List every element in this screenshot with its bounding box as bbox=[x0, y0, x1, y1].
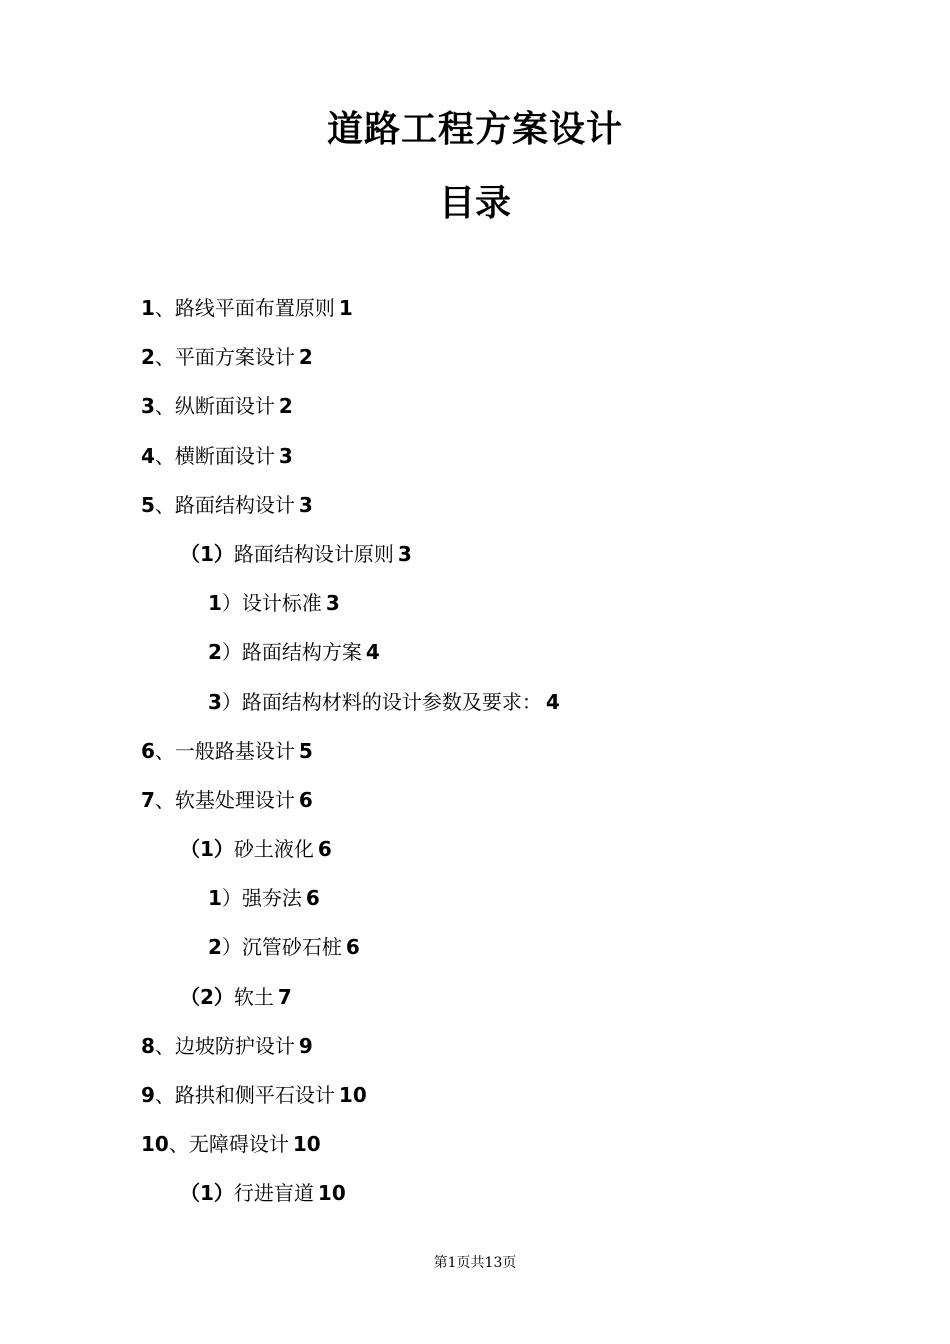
toc-entry-title: 路面结构设计 bbox=[174, 492, 295, 517]
toc-entry[interactable] bbox=[0, 487, 950, 536]
toc-entry-title: 路面结构方案 bbox=[241, 640, 362, 665]
toc-entry-page-number: 4 bbox=[365, 640, 380, 665]
toc-entry-title: 行进盲道 bbox=[233, 1181, 314, 1206]
toc-entry-number: （2） bbox=[180, 984, 234, 1009]
toc-entry-number: 4 bbox=[141, 443, 155, 468]
toc-entry-page-number: 10 bbox=[338, 1083, 367, 1107]
toc-entry[interactable] bbox=[0, 1077, 950, 1126]
toc-list bbox=[0, 290, 950, 1225]
toc-entry-page-number: 9 bbox=[298, 1033, 313, 1058]
toc-entry-title: 一般路基设计 bbox=[174, 738, 295, 763]
toc-entry-number: 2 bbox=[208, 640, 222, 665]
toc-entry-number: 2 bbox=[141, 345, 155, 370]
toc-entry-title: 设计标准 bbox=[241, 591, 322, 616]
toc-entry[interactable] bbox=[0, 684, 950, 733]
toc-entry-page-number: 1 bbox=[338, 296, 353, 320]
toc-entry-page-number: 10 bbox=[317, 1181, 346, 1206]
toc-entry-page-number: 2 bbox=[298, 345, 313, 370]
toc-entry[interactable] bbox=[0, 880, 950, 929]
toc-entry-number: 3 bbox=[208, 689, 222, 714]
toc-entry-separator: 、 bbox=[154, 1083, 175, 1107]
toc-entry[interactable] bbox=[0, 438, 950, 487]
toc-entry[interactable] bbox=[0, 339, 950, 388]
toc-entry-title: 路拱和侧平石设计 bbox=[174, 1083, 335, 1107]
toc-entry-number: 2 bbox=[208, 935, 222, 960]
toc-entry-number: 3 bbox=[141, 394, 155, 419]
toc-entry-number: 6 bbox=[141, 738, 155, 763]
toc-entry-page-number: 3 bbox=[298, 492, 313, 517]
toc-entry-separator: 、 bbox=[154, 492, 175, 517]
toc-entry-page-number: 6 bbox=[305, 886, 320, 911]
toc-entry-title: 平面方案设计 bbox=[174, 345, 295, 370]
toc-entry-page-number: 4 bbox=[545, 689, 560, 714]
toc-entry[interactable] bbox=[0, 929, 950, 978]
toc-entry-title: 沉管砂石桩 bbox=[241, 935, 342, 960]
toc-entry-number: 1 bbox=[208, 886, 222, 911]
toc-entry-number: 10 bbox=[141, 1132, 169, 1157]
toc-entry-page-number: 7 bbox=[277, 984, 292, 1009]
toc-entry-page-number: 3 bbox=[325, 591, 340, 616]
toc-entry[interactable] bbox=[0, 1175, 950, 1224]
toc-entry[interactable] bbox=[0, 388, 950, 437]
toc-entry-number: （1） bbox=[180, 1181, 234, 1206]
toc-entry[interactable] bbox=[0, 1126, 950, 1175]
toc-entry-separator: 、 bbox=[154, 787, 175, 812]
toc-entry-title: 强夯法 bbox=[241, 886, 302, 911]
toc-entry-separator: ） bbox=[221, 886, 242, 911]
toc-entry-title: 路面结构材料的设计参数及要求： bbox=[241, 689, 542, 714]
toc-entry[interactable] bbox=[0, 782, 950, 831]
toc-heading: 目录 bbox=[438, 183, 511, 224]
toc-entry-separator: 、 bbox=[168, 1132, 189, 1157]
toc-entry-title: 边坡防护设计 bbox=[174, 1033, 295, 1058]
toc-entry[interactable] bbox=[0, 831, 950, 880]
toc-entry-page-number: 6 bbox=[298, 787, 313, 812]
toc-entry-page-number: 6 bbox=[317, 837, 332, 862]
toc-entry-separator: ） bbox=[221, 689, 242, 714]
toc-entry[interactable] bbox=[0, 979, 950, 1028]
toc-entry-separator: 、 bbox=[154, 296, 175, 320]
toc-entry[interactable] bbox=[0, 733, 950, 782]
toc-entry-number: 7 bbox=[141, 787, 155, 812]
toc-entry[interactable] bbox=[0, 585, 950, 634]
toc-entry-number: 1 bbox=[208, 591, 222, 616]
toc-entry-number: 1 bbox=[141, 296, 155, 320]
toc-entry-number: 5 bbox=[141, 492, 155, 517]
toc-entry[interactable] bbox=[0, 536, 950, 585]
toc-entry-number: 9 bbox=[141, 1083, 155, 1107]
toc-entry[interactable] bbox=[0, 290, 950, 339]
toc-entry-number: （1） bbox=[180, 541, 234, 566]
document-title: 道路工程方案设计 bbox=[326, 109, 623, 150]
toc-entry-page-number: 10 bbox=[292, 1132, 321, 1157]
toc-entry-page-number: 2 bbox=[278, 394, 293, 419]
toc-entry-title: 无障碍设计 bbox=[188, 1132, 289, 1157]
toc-entry[interactable] bbox=[0, 1028, 950, 1077]
toc-entry-page-number: 6 bbox=[345, 935, 360, 960]
toc-entry-number: （1） bbox=[180, 837, 234, 862]
toc-entry[interactable] bbox=[0, 634, 950, 683]
toc-entry-separator: 、 bbox=[154, 443, 175, 468]
page-footer: 第1页共13页 bbox=[433, 1255, 517, 1271]
toc-entry-title: 路线平面布置原则 bbox=[174, 296, 335, 320]
toc-entry-separator: 、 bbox=[154, 394, 175, 419]
toc-entry-separator: 、 bbox=[154, 1033, 175, 1058]
toc-entry-title: 砂土液化 bbox=[233, 837, 314, 862]
toc-entry-separator: ） bbox=[221, 591, 242, 616]
toc-entry-title: 软土 bbox=[233, 984, 274, 1009]
toc-entry-title: 横断面设计 bbox=[174, 443, 275, 468]
toc-entry-separator: 、 bbox=[154, 738, 175, 763]
toc-entry-page-number: 3 bbox=[397, 541, 412, 566]
toc-entry-separator: ） bbox=[221, 640, 242, 665]
toc-entry-title: 路面结构设计原则 bbox=[233, 541, 394, 566]
toc-entry-separator: ） bbox=[221, 935, 242, 960]
toc-entry-title: 软基处理设计 bbox=[174, 787, 295, 812]
toc-entry-title: 纵断面设计 bbox=[174, 394, 275, 419]
toc-entry-separator: 、 bbox=[154, 345, 175, 370]
toc-entry-number: 8 bbox=[141, 1033, 155, 1058]
toc-entry-page-number: 3 bbox=[278, 443, 293, 468]
toc-entry-page-number: 5 bbox=[298, 738, 313, 763]
